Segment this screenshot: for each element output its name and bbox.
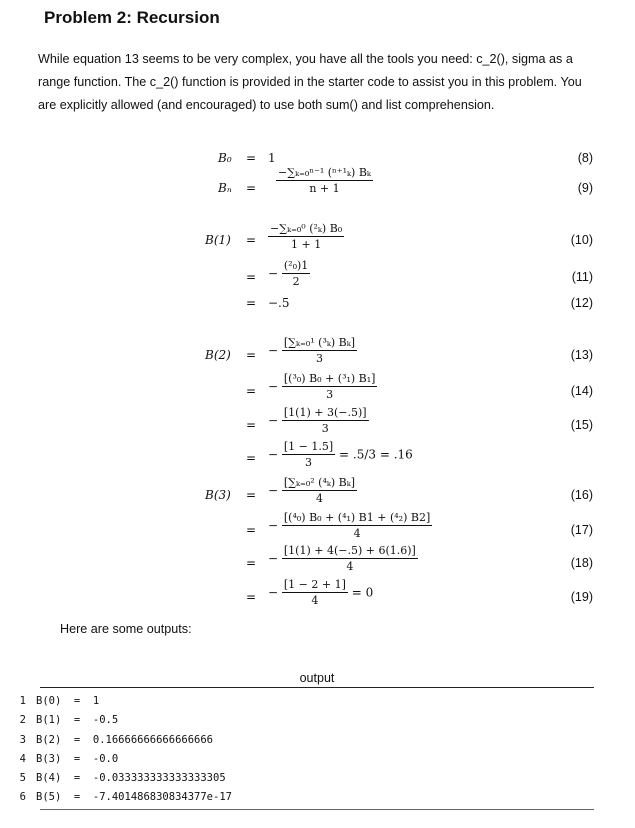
eq15-number: (15) [570,418,593,432]
output-listing-title: output [299,671,335,685]
code-line [12,731,232,750]
eq19-number: (19) [570,590,593,604]
line-number: 6 [19,791,26,804]
eq18-numerator: [1(1) + 4(−.5) + 6(1.6)] [283,544,416,557]
eq19-denominator: 4 [311,594,319,607]
eq11-numerator: (²₀)1 [283,259,309,272]
output-listing [12,692,232,808]
line-number: 4 [19,752,26,765]
eq9-lhs: Bₙ [218,181,232,195]
eq11-number: (11) [571,270,593,284]
eq11-denominator: 2 [292,275,300,288]
code-text: B(2) = 0.16666666666666666 [36,733,214,746]
section-title: Problem 2: Recursion [44,8,220,27]
eq13-rhs: − $\frac{\text{[∑ₖ₌₀¹ (³ₖ) Bₖ]}}{3}$ [268,336,356,365]
eq13-numerator: [∑ₖ₌₀¹ (³ₖ) Bₖ] [283,336,356,349]
eq8-lhs: B₀ [218,151,232,165]
equals-sign: = [246,296,257,310]
eq10-denominator: 1 + 1 [290,238,322,251]
eq17-number: (17) [570,523,593,537]
outputs-label: Here are some outputs: [60,622,192,636]
eq16-numerator: [∑ₖ₌₀² (⁴ₖ) Bₖ] [283,476,356,489]
eq14-rhs: − $\frac{\text{[(³₀) B₀ + (³₁) B₁]}}{3}$ [268,372,376,401]
eq16-lhs: B(3) [205,488,231,502]
eq10-numerator: −∑ₖ₌₀⁰ (²ₖ) B₀ [270,222,343,235]
eq16-denominator: 4 [315,492,323,505]
eq15-rhs: − $\frac{[1(1) + 3(-.5)]}{3}$ [268,406,367,435]
eq18-rhs: − $\frac{[1(1) + 4(-.5) + 6(1.6)]}{4}$ [268,544,416,573]
code-line [12,750,232,769]
eq12-rhs: −.5 [268,296,290,310]
eq15b-tail: = .5/3 = .16 [339,447,413,462]
eq19-rhs: − $\frac{[1 - 2 + 1]}{4}$ = 0 [268,578,374,607]
eq12-number: (12) [570,296,593,310]
code-text: B(1) = -0.5 [36,714,119,727]
equals-sign: = [246,451,257,465]
equals-sign: = [246,556,257,570]
eq15-numerator: [1(1) + 3(−.5)] [283,406,367,419]
eq11-rhs: − $\frac{\text{(²₀)1}}{2}$ [268,259,309,288]
code-text: B(4) = -0.033333333333333305 [36,772,226,785]
eq13-lhs: B(2) [205,348,231,362]
code-line [12,769,232,788]
eq9-numerator: −∑ₖ₌₀ⁿ⁻¹ (ⁿ⁺¹ₖ) Bₖ [278,166,371,179]
line-number: 1 [19,695,26,707]
equals-sign: = [246,348,257,362]
eq19-tail: = 0 [351,585,374,600]
eq16-number: (16) [570,488,593,502]
equals-sign: = [246,181,257,195]
eq17-denominator: 4 [353,527,361,540]
eq9-denominator: n + 1 [309,182,340,195]
eq8-number: (8) [577,151,593,165]
eq10-rhs [268,222,344,251]
eq17-rhs: − $\frac{\text{[(⁴₀) B₀ + (⁴₁) B1 + (⁴₂) B2]}}{4}$ [268,511,431,540]
eq15-denominator: 3 [321,422,329,435]
listing-top-rule [40,687,594,688]
code-text: B(0) = 1 [36,695,100,707]
equals-sign: = [246,418,257,432]
eq14-denominator: 3 [326,388,334,401]
equals-sign: = [246,384,257,398]
code-line [12,711,232,730]
eq13-number: (13) [570,348,593,362]
equals-sign: = [246,270,257,284]
eq15b-denominator: 3 [305,456,313,469]
eq8-rhs: 1 [268,151,276,165]
eq9-rhs [276,166,373,195]
eq15b-rhs: − $\frac{[1 - 1.5]}{3}$ = .5/3 = .16 [268,440,413,469]
intro-paragraph: While equation 13 seems to be very complex, you have all the tools you need: c_2(), sigma as a range function. The c_2() function is provided in the starter code to assist you in this problem. You are explicitly allowed (and encouraged) to use both sum() and list comprehension. [38,52,582,112]
equals-sign: = [246,233,257,247]
eq10-lhs: B(1) [205,233,231,247]
line-number: 3 [19,733,26,746]
code-text: B(3) = -0.0 [36,752,119,765]
equals-sign: = [246,488,257,502]
eq14-numerator: [(³₀) B₀ + (³₁) B₁] [283,372,376,385]
line-number: 5 [19,772,26,785]
eq19-numerator: [1 − 2 + 1] [283,578,346,591]
code-text: B(5) = -7.401486830834377e-17 [36,791,232,804]
eq10-number: (10) [570,233,593,247]
eq16-rhs: − $\frac{\text{[∑ₖ₌₀² (⁴ₖ) Bₖ]}}{4}$ [268,476,356,505]
equals-sign: = [246,590,257,604]
eq18-number: (18) [570,556,593,570]
code-line [12,692,232,711]
eq14-number: (14) [570,384,593,398]
eq17-numerator: [(⁴₀) B₀ + (⁴₁) B1 + (⁴₂) B2] [283,511,431,524]
eq18-denominator: 4 [346,560,354,573]
eq13-denominator: 3 [315,352,323,365]
equals-sign: = [246,523,257,537]
eq9-number: (9) [577,181,593,195]
line-number: 2 [19,714,26,727]
eq15b-numerator: [1 − 1.5] [283,440,334,453]
equals-sign: = [246,151,257,165]
code-line [12,788,232,807]
listing-bottom-rule [40,809,594,810]
